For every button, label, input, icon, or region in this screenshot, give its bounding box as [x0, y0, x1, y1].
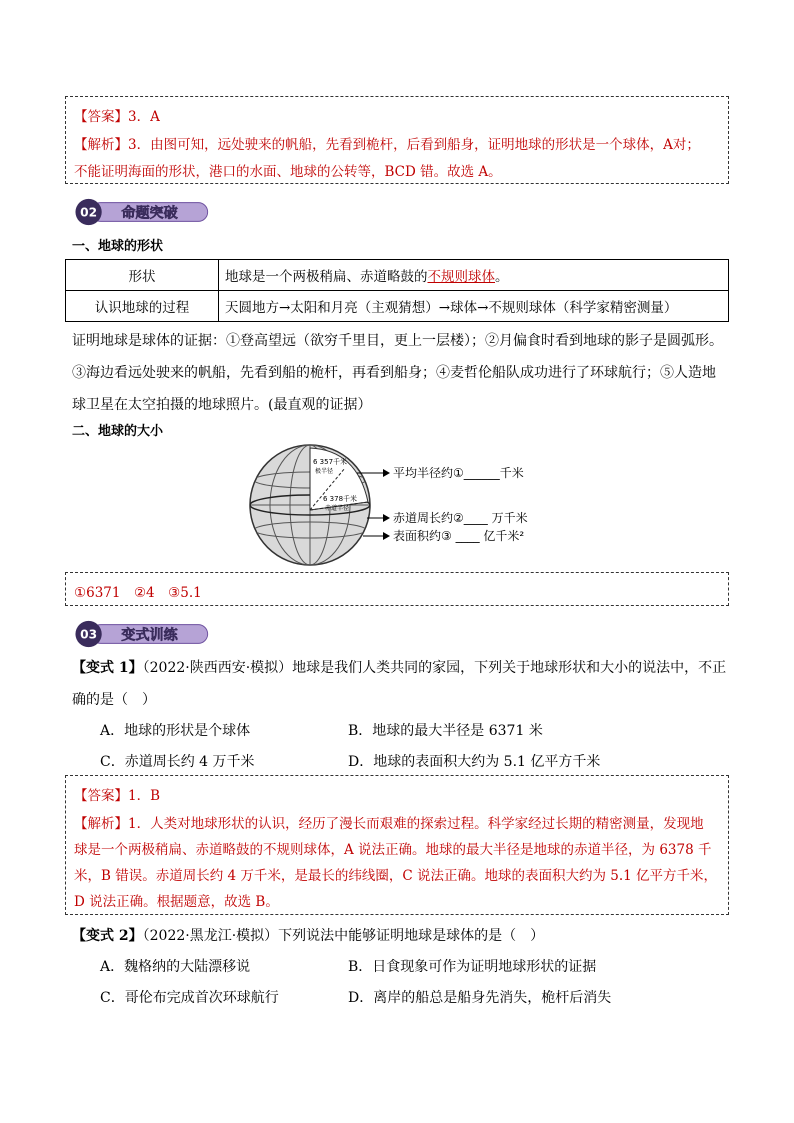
question-1-line-1 — [72, 657, 726, 677]
question-1-line-2: 确的是（ ） — [72, 692, 156, 708]
analysis-line-1 — [74, 812, 704, 832]
section-heading-size: 二、地球的大小 — [72, 424, 164, 439]
section-badge-03 — [70, 619, 215, 649]
globe-figure — [245, 440, 555, 570]
table-cell-head: 形状 — [66, 260, 219, 291]
shape-desc-end: 。 — [495, 269, 509, 285]
table-row — [66, 260, 729, 291]
analysis-text-1: 3．由图可知，远处驶来的帆船，先看到桅杆，后看到船身，证明地球的形状是一个球体，A对； — [128, 137, 700, 153]
question-tag: 【变式 2】 — [72, 928, 143, 944]
answer-box-3 — [65, 775, 729, 915]
question-stem: （2022·黑龙江·模拟）下列说法中能够证明地球是球体的是（ ） — [142, 928, 545, 944]
proof-line-2: ③海边看远处驶来的帆船，先看到船的桅杆，再看到船身；④麦哲伦船队成功进行了环球航行；⑤人造地 — [72, 365, 716, 381]
fill-answers: ①6371 ②4 ③5.1 — [74, 585, 202, 601]
polar-radius-label: 极半径 — [315, 468, 334, 475]
earth-shape-table — [65, 259, 729, 322]
option-a[interactable]: A．地球的形状是个球体 — [100, 723, 251, 739]
surface-area-label: 表面积约③ ____ 亿千米² — [393, 529, 525, 543]
answer-text: 1．B — [128, 788, 161, 804]
analysis-line-3: 米，B 错误。赤道周长约 4 万千米，是最长的纬线圈，C 说法正确。地球的表面积大约为 5.1 亿平方千米， — [74, 868, 718, 884]
shape-desc: 地球是一个两极稍扁、赤道略鼓的 — [225, 269, 428, 285]
option-b[interactable]: B．日食现象可作为证明地球形状的证据 — [348, 959, 597, 975]
analysis-text-2: 不能证明海面的形状，港口的水面、地球的公转等，BCD 错。故选 A。 — [74, 164, 502, 180]
table-row — [66, 291, 729, 322]
answer-line — [74, 105, 160, 125]
analysis-line-2 — [74, 160, 502, 180]
average-radius-label: 平均半径约①______千米 — [393, 466, 524, 480]
answer-box-1 — [65, 96, 729, 184]
analysis-line-1 — [74, 133, 700, 153]
analysis-line-4: D 说法正确。根据题意，故选 B。 — [74, 894, 279, 910]
option-b[interactable]: B．地球的最大半径是 6371 米 — [348, 723, 543, 739]
section-badge-02 — [70, 197, 215, 227]
proof-line-1: 证明地球是球体的证据：①登高望远（欲穷千里目，更上一层楼）；②月偏食时看到地球的影子是圆弧形。 — [72, 333, 723, 349]
option-c[interactable]: C．赤道周长约 4 万千米 — [100, 754, 255, 770]
question-2-line-1 — [72, 925, 544, 945]
answer-text: 3．A — [128, 109, 160, 125]
equatorial-radius-label: 赤道半径 — [325, 505, 350, 512]
badge-title: 命题突破 — [121, 205, 178, 222]
equatorial-radius-value: 6 378千米 — [323, 495, 358, 503]
option-d[interactable]: D．离岸的船总是船身先消失，桅杆后消失 — [348, 990, 612, 1006]
analysis-text-1: 1．人类对地球形状的认识，经历了漫长而艰难的探索过程。科学家经过长期的精密测量，发现地 — [128, 816, 704, 832]
answer-line — [74, 784, 160, 804]
option-d[interactable]: D．地球的表面积大约为 5.1 亿平方千米 — [348, 754, 601, 770]
polar-radius-value: 6 357千米 — [313, 458, 348, 466]
answer-tag: 【答案】 — [74, 788, 128, 804]
table-cell-head: 认识地球的过程 — [66, 291, 219, 322]
analysis-tag: 【解析】 — [74, 816, 128, 832]
section-heading-shape: 一、地球的形状 — [72, 239, 164, 254]
shape-key-term: 不规则球体 — [427, 269, 495, 285]
question-tag: 【变式 1】 — [72, 660, 143, 676]
option-a[interactable]: A．魏格纳的大陆漂移说 — [100, 959, 251, 975]
analysis-tag: 【解析】 — [74, 137, 128, 153]
answer-box-2 — [65, 572, 729, 606]
proof-line-3: 球卫星在太空拍摄的地球照片。(最直观的证据） — [72, 397, 372, 413]
table-cell-value — [219, 260, 729, 291]
question-stem: （2022·陕西西安·模拟）地球是我们人类共同的家园，下列关于地球形状和大小的说法中，不正 — [142, 660, 727, 676]
answer-tag: 【答案】 — [74, 109, 128, 125]
badge-number: 03 — [80, 627, 98, 642]
equator-length-label: 赤道周长约②____ 万千米 — [393, 511, 528, 525]
table-cell-value: 天圆地方→太阳和月亮（主观猜想）→球体→不规则球体（科学家精密测量） — [219, 291, 729, 322]
badge-title: 变式训练 — [121, 627, 178, 644]
analysis-line-2: 球是一个两极稍扁、赤道略鼓的不规则球体，A 说法正确。地球的最大半径是地球的赤道半径，为 6378 千 — [74, 842, 712, 858]
option-c[interactable]: C．哥伦布完成首次环球航行 — [100, 990, 279, 1006]
badge-number: 02 — [80, 205, 98, 220]
